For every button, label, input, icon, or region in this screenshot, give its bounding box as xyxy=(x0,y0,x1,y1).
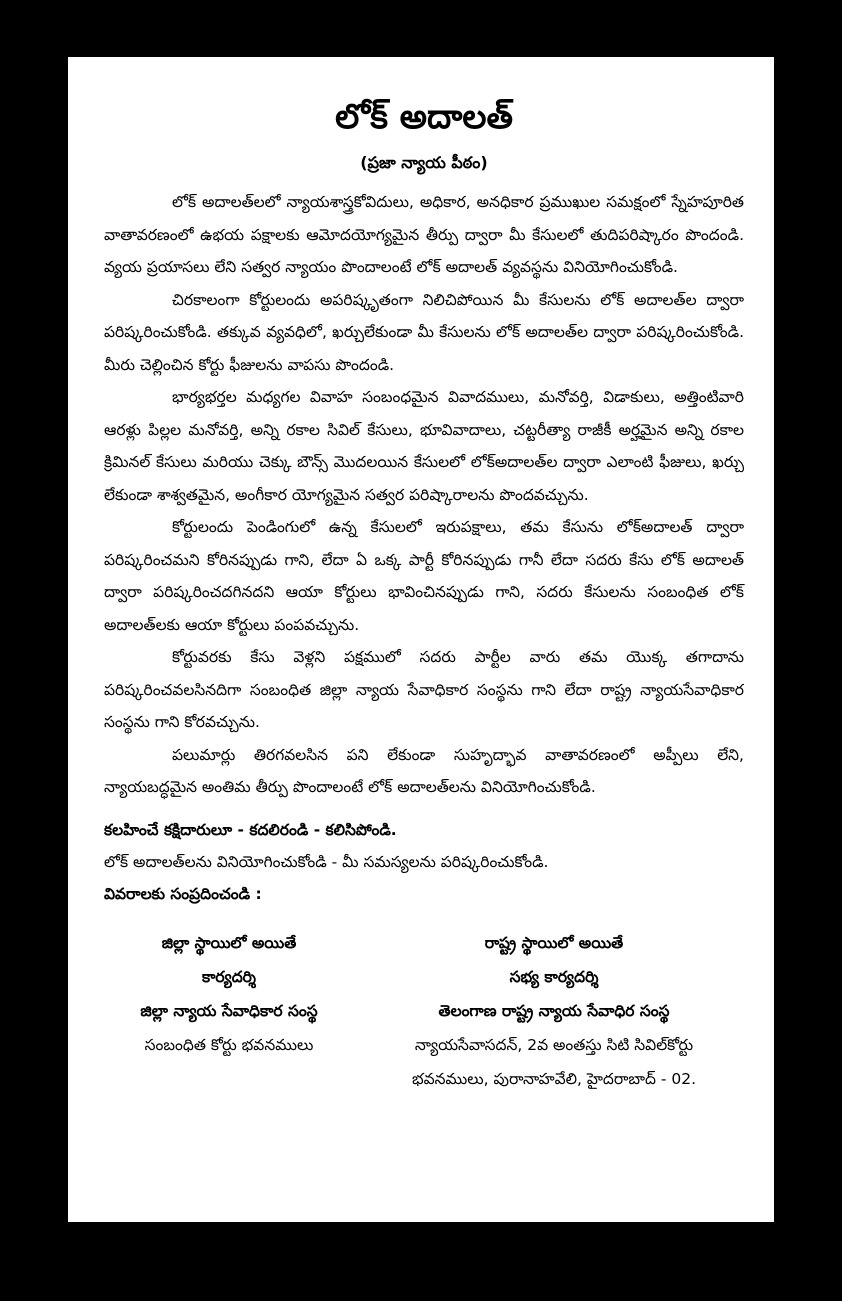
district-contact xyxy=(104,926,354,1096)
state-contact xyxy=(364,926,744,1096)
contact-prompt: వివరాలకు సంప్రదించండి : xyxy=(104,884,262,903)
state-heading: రాష్ట్ర స్థాయిలో అయితే xyxy=(484,933,624,952)
paragraph-2: చిరకాలంగా కోర్టులందు అపరిష్కృతంగా నిలిచిపోయిన మీ కేసులను లోక్ అదాలత్‌ల ద్వారా పరిష్కరించుకోండి. తక్కువ వ్యవధిలో, ఖర్చులేకుండా మీ కేసులను లోక్ అదాలత్‌ల ద్వారా పరిష్కరించుకోండి. మీరు చెల్లించిన కోర్టు ఫీజులను వాపసు పొందండి. xyxy=(104,290,744,374)
state-address-line-1: న్యాయసేవాసదన్, 2వ అంతస్తు సిటి సివిల్‌కోర్టు xyxy=(414,1035,694,1054)
slogan-line-2: లోక్ అదాలత్‌లను వినియోగించుకోండి - మీ సమస్యలను పరిష్కరించుకోండి. xyxy=(104,852,549,871)
page-subtitle: (ప్రజా న్యాయ పీఠం) xyxy=(360,153,488,172)
paragraph-6: పలుమార్లు తిరగవలసిన పని లేకుండా సుహృద్భావ వాతావరణంలో అప్పీలు లేని, న్యాయబద్ధమైన అంతిమ తీర్పు పొందాలంటే లోక్ అదాలత్‌లను వినియోగించుకోండి. xyxy=(104,745,744,796)
district-address: సంబంధిత కోర్టు భవనములు xyxy=(144,1035,314,1054)
state-officer: సభ్య కార్యదర్శి xyxy=(509,967,599,986)
district-organization: జిల్లా న్యాయ సేవాధికార సంస్థ xyxy=(140,1001,318,1020)
paragraph-1: లోక్ అదాలత్‌లలో న్యాయశాస్త్రకోవిదులు, అధికార, అనధికార ప్రముఖుల సమక్షంలో స్నేహపూరిత వాతావరణంలో ఉభయ పక్షాలకు ఆమోదయోగ్యమైన తీర్పు ద్వారా మీ కేసులలో తుదిపరిష్కారం పొందండి. వ్యయ ప్రయాసలు లేని సత్వర న్యాయం పొందాలంటే లోక్ అదాలత్ వ్యవస్థను వినియోగించుకోండి. xyxy=(104,193,744,276)
district-officer: కార్యదర్శి xyxy=(201,967,256,986)
document-page xyxy=(68,57,774,1222)
slogan-line-1: కలహించే కక్షిదారులూ - కదలిరండి - కలిసిపోండి. xyxy=(104,820,397,839)
state-address-line-2: భవనములు, పురానాహవేలి, హైదరాబాద్ - 02. xyxy=(411,1069,696,1088)
contact-section xyxy=(104,926,744,1096)
district-heading: జిల్లా స్థాయిలో అయితే xyxy=(161,933,297,952)
paragraph-4: కోర్టులందు పెండింగులో ఉన్న కేసులలో ఇరుపక్షాలు, తమ కేసును లోక్‌అదాలత్ ద్వారా పరిష్కరించమని కోరినప్పుడు గాని, లేదా ఏ ఒక్క పార్టీ కోరినప్పుడు గానీ లేదా సదరు కేసు లోక్ అదాలత్ ద్వారా పరిష్కరించదగినదని ఆయా కోర్టులు భావించినప్పుడు గాని, సదరు కేసులను సంబంధిత లోక్ అదాలత్‌లకు ఆయా కోర్టులు పంపవచ్చును. xyxy=(104,518,744,634)
paragraph-5: కోర్టువరకు కేసు వెళ్లని పక్షములో సదరు పార్టీల వారు తమ యొక్క తగాదాను పరిష్కరించవలసినదిగా సంబంధిత జిల్లా న్యాయ సేవాధికార సంస్థను గాని లేదా రాష్ట్ర న్యాయసేవాధికార సంస్థను గాని కోరవచ్చును. xyxy=(104,648,744,731)
paragraph-3: భార్యభర్తల మధ్యగల వివాహ సంబంధమైన వివాదములు, మనోవర్తి, విడాకులు, అత్తింటివారి ఆరళ్లు పిల్లల మనోవర్తి, అన్ని రకాల సివిల్ కేసులు, భూవివాదాలు, చట్టరీత్యా రాజీకీ అర్హమైన అన్ని రకాల క్రిమినల్ కేసులు మరియు చెక్కు బౌన్స్ మొదలయిన కేసులలో లోక్‌అదాలత్‌ల ద్వారా ఎలాంటి ఫీజులు, ఖర్చు లేకుండా శాశ్వతమైన, అంగీకార యోగ్యమైన సత్వర పరిష్కారాలను పొందవచ్చును. xyxy=(104,388,744,504)
page-title: లోక్ అదాలత్ xyxy=(335,97,513,137)
state-organization: తెలంగాణ రాష్ట్ర న్యాయ సేవాధిర సంస్థ xyxy=(438,1001,670,1020)
